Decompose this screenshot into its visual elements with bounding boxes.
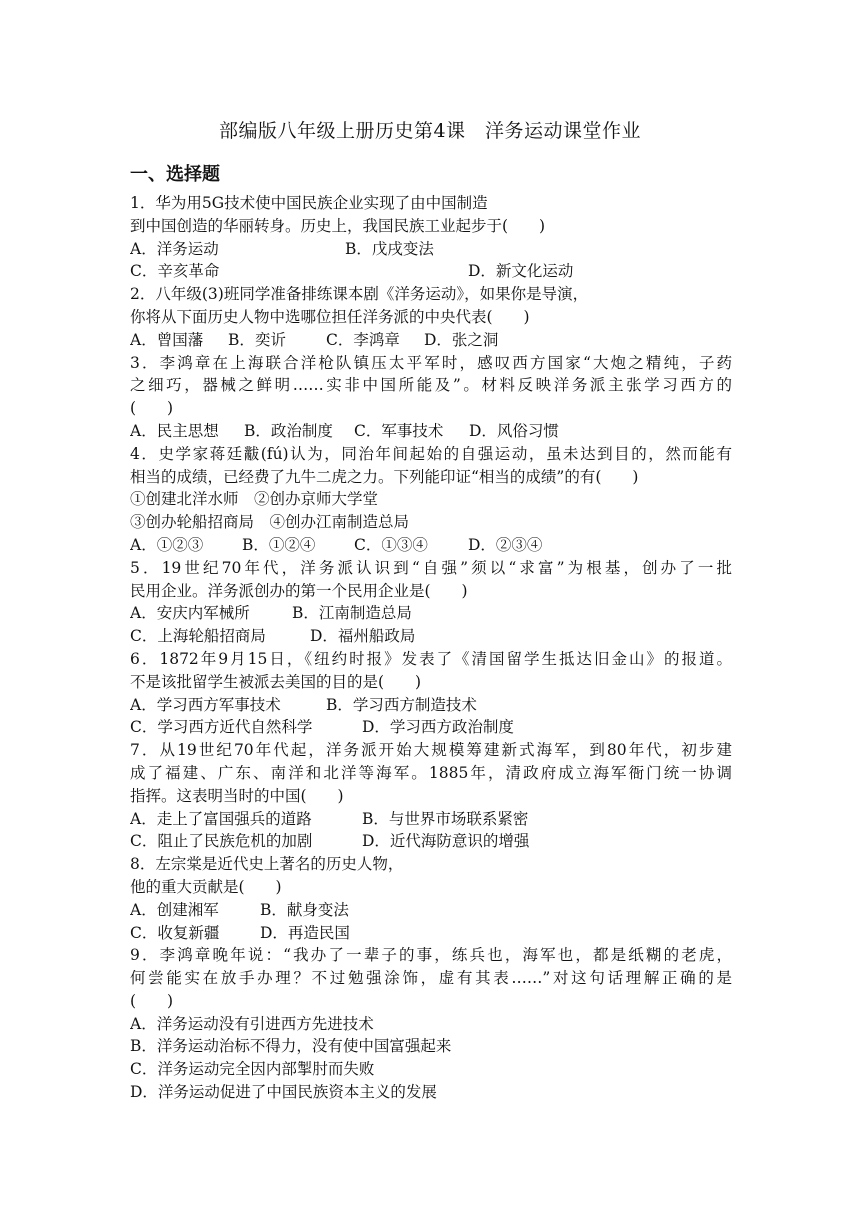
question-8-option-b: B．献身变法 (260, 900, 349, 919)
question-5-option-b: B．江南制造总局 (292, 604, 412, 623)
question-9-stem-line: 何尝能实在放手办理？不过勉强涂饰，虚有其表……”对这句话理解正确的是 (130, 969, 732, 988)
question-1-option-b: B．戊戌变法 (345, 239, 434, 258)
question-3-stem-line: 3．李鸿章在上海联合洋枪队镇压太平军时，感叹西方国家“大炮之精纯，子药 (130, 353, 732, 372)
question-8-option-d: D．再造民国 (260, 923, 350, 942)
question-8-stem-line: 他的重大贡献是( ) (130, 877, 282, 896)
question-1-stem-line: 到中国创造的华丽转身。历史上，我国民族工业起步于( ) (130, 216, 546, 235)
question-9-stem-line: ( ) (130, 991, 174, 1010)
question-8-stem-line: 8．左宗棠是近代史上著名的历史人物， (130, 855, 404, 874)
question-2-options-row (130, 329, 732, 352)
question-1-option-a: A．洋务运动 (130, 239, 219, 258)
question-6-options-row (130, 694, 732, 717)
question-8-option-c: C．收复新疆 (130, 923, 220, 942)
question-2-option-b: B．奕䜣 (228, 330, 286, 349)
question-4-option-a: A．①②③ (130, 535, 204, 554)
question-6-stem-line: 6．1872年9月15日，《纽约时报》发表了《清国留学生抵达旧金山》的报道。 (130, 649, 732, 668)
question-7-options-row (130, 808, 732, 831)
question-7-stem-line: 指挥。这表明当时的中国( ) (130, 786, 344, 805)
question-9-option-c: C．洋务运动完全因内部掣肘而失败 (130, 1060, 375, 1079)
question-7-stem-line: 7．从19世纪70年代起，洋务派开始大规模筹建新式海军，到80年代，初步建 (130, 741, 732, 760)
question-4-stem-line: 相当的成绩，已经费了九牛二虎之力。下列能印证“相当的成绩”的有( ) (130, 467, 639, 486)
question-5-options-row (130, 602, 732, 625)
question-8-options-row (130, 899, 732, 922)
question-6-option-a: A．学习西方军事技术 (130, 695, 281, 714)
question-6-option-c: C．学习西方近代自然科学 (130, 718, 313, 737)
question-3-stem-line: 之细巧，器械之鲜明……实非中国所能及”。材料反映洋务派主张学习西方的 (130, 376, 732, 395)
question-8-options-row (130, 922, 732, 945)
question-2-stem-line: 2．八年级(3)班同学准备排练课本剧《洋务运动》，如果你是导演， (130, 285, 589, 304)
question-5-stem-line: 民用企业。洋务派创办的第一个民用企业是( ) (130, 581, 468, 600)
question-5-option-a: A．安庆内军械所 (130, 604, 250, 623)
question-4-options-row (130, 534, 732, 557)
question-4-option-b: B．①②④ (242, 535, 316, 554)
question-7-option-c: C．阻止了民族危机的加剧 (130, 832, 313, 851)
question-6-option-b: B．学习西方制造技术 (326, 695, 477, 714)
question-2-stem-line: 你将从下面历史人物中选哪位担任洋务派的中央代表( ) (130, 307, 530, 326)
question-5-stem-line: 5．19世纪70年代，洋务派认识到“自强”须以“求富”为根基，创办了一批 (130, 558, 732, 577)
question-1-options-row (130, 238, 732, 261)
question-4-item-line: ①创建北洋水师 ②创办京师大学堂 (130, 490, 379, 509)
question-7-option-a: A．走上了富国强兵的道路 (130, 809, 312, 828)
question-8-option-a: A．创建湘军 (130, 900, 219, 919)
question-4-option-d: D．②③④ (468, 535, 543, 554)
question-3-option-a: A．民主思想 (130, 421, 219, 440)
question-3-option-b: B．政治制度 (244, 421, 333, 440)
question-4-stem-line: 4．史学家蒋廷黻(fú)认为，同治年间起始的自强运动，虽未达到目的，然而能有 (130, 444, 732, 463)
question-7-option-d: D．近代海防意识的增强 (362, 832, 530, 851)
question-2-option-c: C．李鸿章 (326, 330, 400, 349)
question-list (130, 192, 732, 1104)
question-1-options-row (130, 260, 732, 283)
question-7-options-row (130, 830, 732, 853)
section-heading: 一、选择题 (130, 164, 220, 185)
question-4-option-c: C．①③④ (354, 535, 428, 554)
question-1-option-c: C．辛亥革命 (130, 262, 220, 281)
question-1-option-d: D．新文化运动 (468, 262, 574, 281)
question-3-stem-line: ( ) (130, 399, 174, 418)
question-4-item-line: ③创办轮船招商局 ④创办江南制造总局 (130, 513, 410, 532)
question-1-stem-line: 1．华为用5G技术使中国民族企业实现了由中国制造 (130, 194, 488, 212)
question-7-option-b: B．与世界市场联系紧密 (362, 809, 529, 828)
question-3-option-d: D．风俗习惯 (469, 421, 559, 440)
question-9-option-a: A．洋务运动没有引进西方先进技术 (130, 1014, 374, 1033)
question-5-option-c: C．上海轮船招商局 (130, 627, 266, 646)
document-title: 部编版八年级上册历史第4课 洋务运动课堂作业 (218, 120, 642, 142)
question-6-option-d: D．学习西方政治制度 (362, 718, 514, 737)
question-7-stem-line: 成了福建、广东、南洋和北洋等海军。1885年，清政府成立海军衙门统一协调 (130, 763, 732, 782)
question-3-option-c: C．军事技术 (354, 421, 444, 440)
question-5-option-d: D．福州船政局 (310, 627, 416, 646)
question-9-option-d: D．洋务运动促进了中国民族资本主义的发展 (130, 1083, 437, 1102)
question-9-option-b: B．洋务运动治标不得力，没有使中国富强起来 (130, 1037, 452, 1056)
question-3-options-row (130, 420, 732, 443)
question-6-options-row (130, 716, 732, 739)
question-2-option-a: A．曾国藩 (130, 330, 204, 349)
question-2-option-d: D．张之洞 (424, 330, 499, 349)
question-9-stem-line: 9．李鸿章晚年说：“我办了一辈子的事，练兵也，海军也，都是纸糊的老虎， (130, 946, 732, 965)
question-5-options-row (130, 625, 732, 648)
question-6-stem-line: 不是该批留学生被派去美国的目的是( ) (130, 672, 422, 691)
